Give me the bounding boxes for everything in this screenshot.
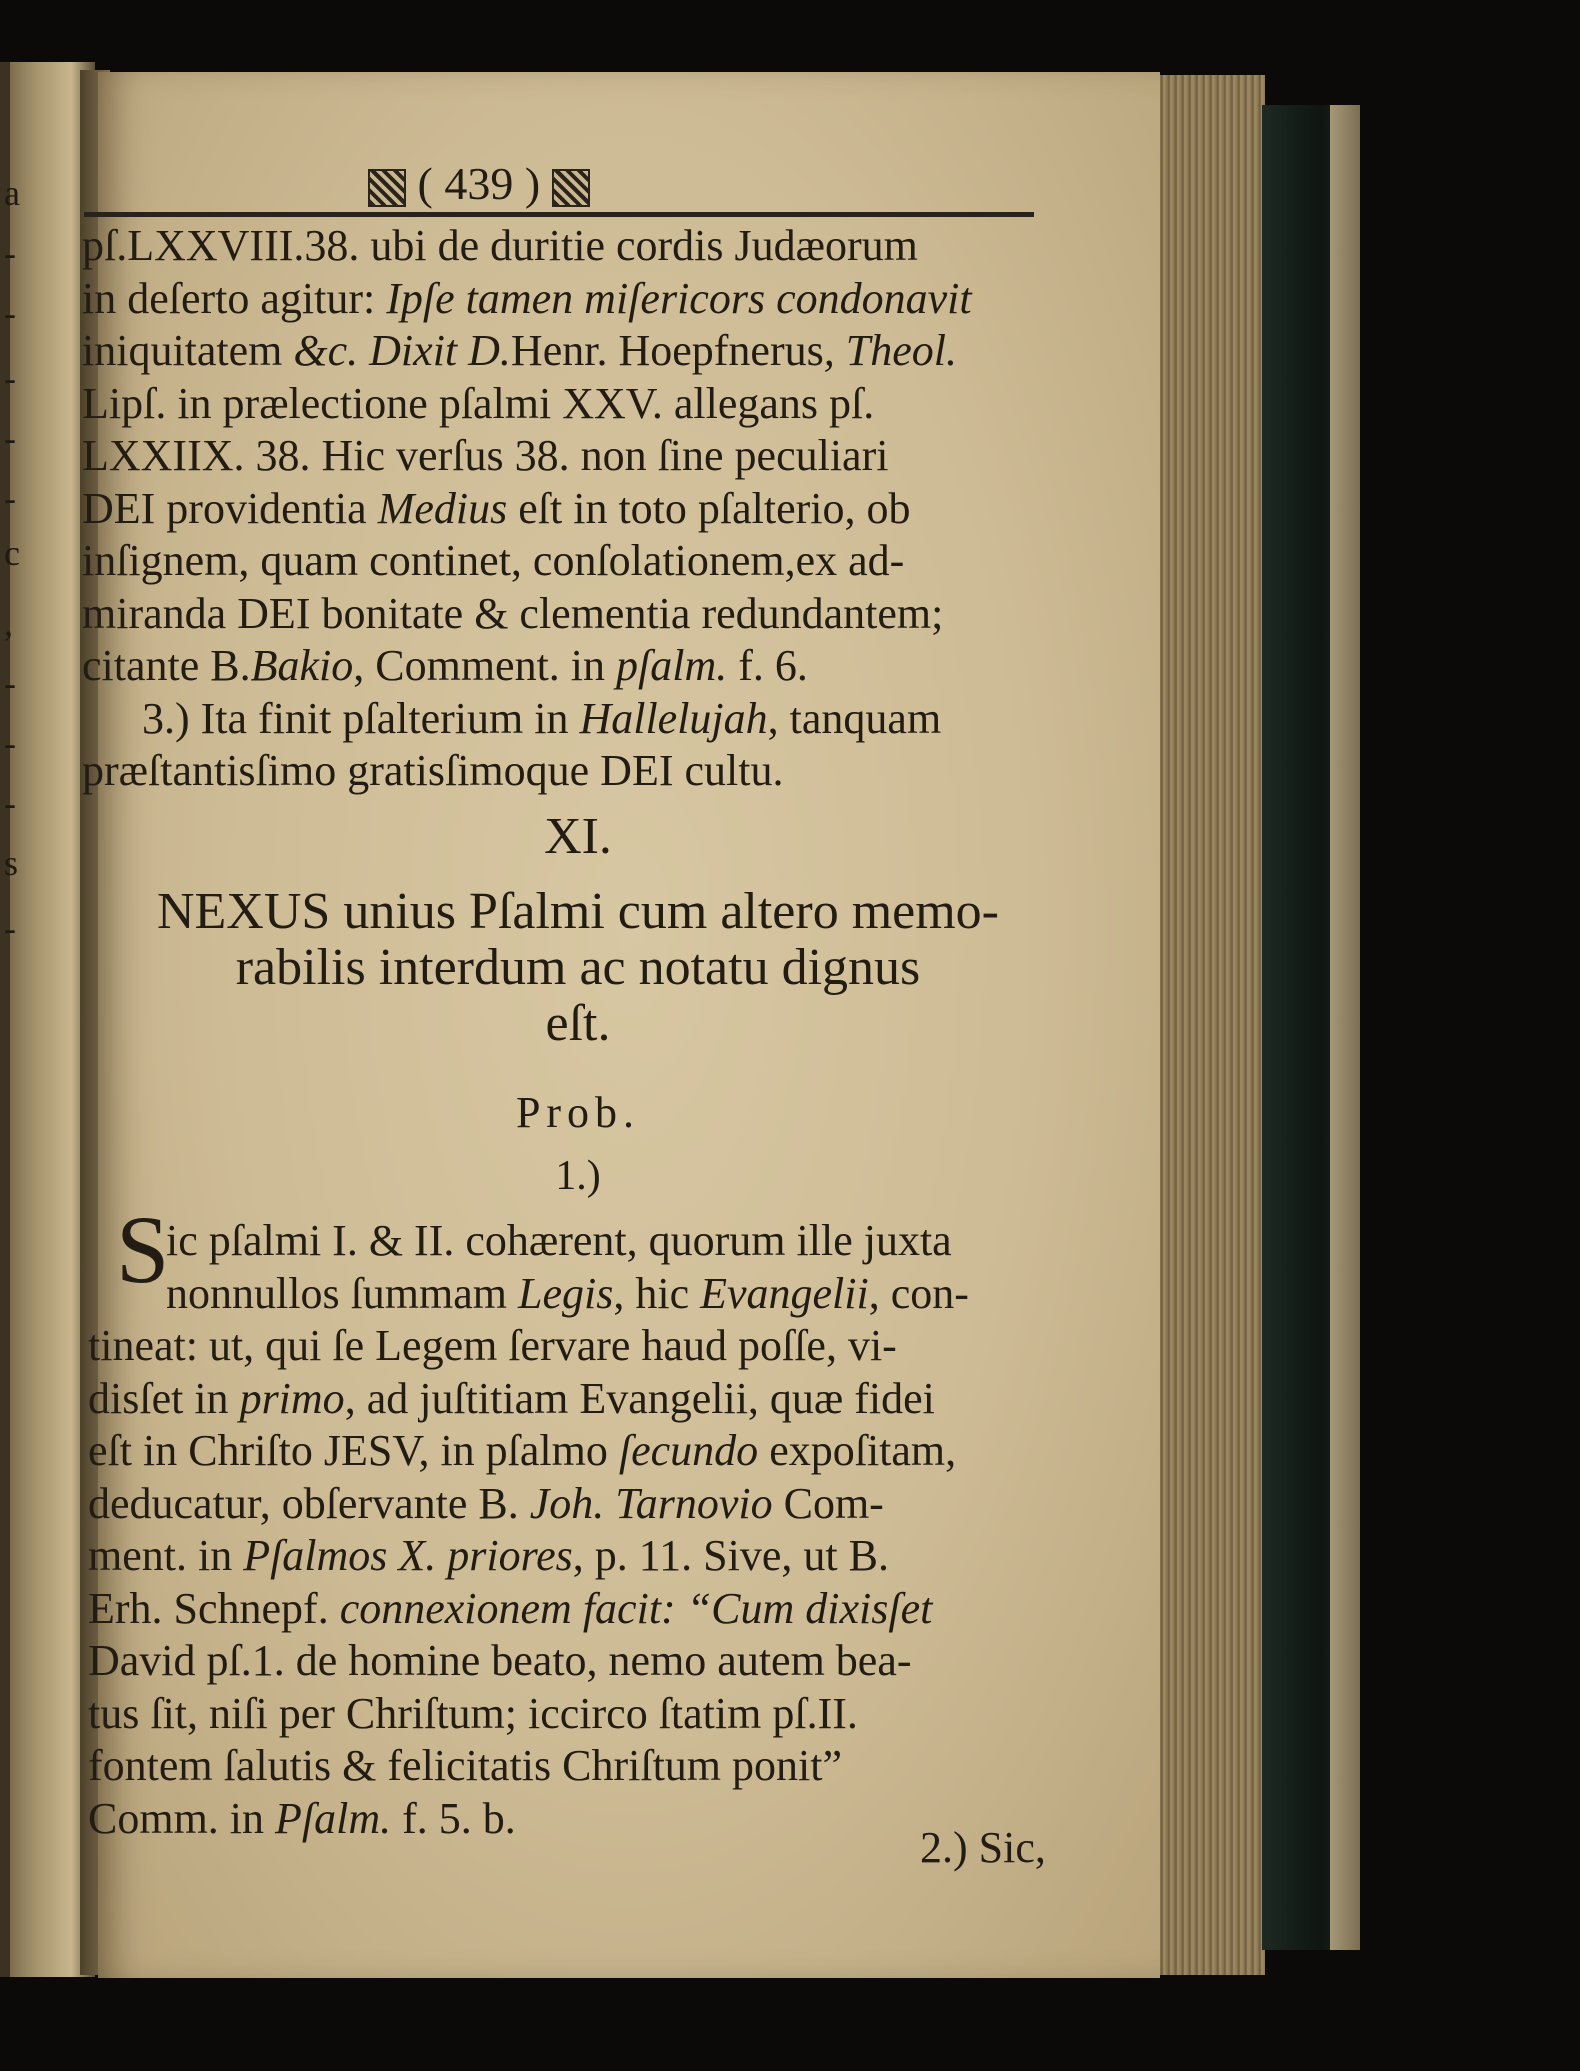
header-rule [84, 212, 1034, 217]
body-line [82, 222, 918, 270]
ornament-left-icon [368, 169, 406, 207]
book-cover-edge [1330, 105, 1360, 1950]
text-run: Henr. Hoepfnerus [510, 326, 824, 375]
text-run: Erh. Schnepf. [88, 1583, 329, 1633]
section-title-line-2: rabilis interdum ac notatu dignus [235, 939, 921, 996]
text-run: f. 5. b. [391, 1793, 516, 1843]
body-line [82, 537, 904, 585]
text-run: expoſitam, [758, 1426, 957, 1475]
text-run: præſtantisſimo gratisſimoque DEI cultu. [82, 746, 784, 795]
paragraph-line [88, 1322, 897, 1370]
text-run: , tanquam [767, 693, 942, 743]
body-line [82, 275, 972, 323]
left-page-edge [0, 62, 10, 1977]
body-line [82, 642, 808, 690]
text-run: inſignem, quam continet, conſolationem,ex ad- [82, 536, 905, 585]
italic-text: connexionem facit: “Cum dixisſet [328, 1583, 933, 1633]
text-run: ment. in [88, 1531, 244, 1580]
paragraph-line [88, 1795, 516, 1843]
sub-number: 1.) [555, 1153, 601, 1199]
text-run: f. 6. [727, 641, 808, 690]
italic-text: Legis [518, 1268, 614, 1318]
left-page-fragment: - [4, 418, 16, 458]
text-run: LXXIIX. 38. Hic verſus 38. non ſine peculiari [82, 431, 889, 480]
section-title-line-1: NEXUS unius Pſalmi cum altero memo- [156, 883, 999, 940]
text-run: miranda DEI bonitate & clementia redundantem; [82, 588, 944, 638]
ornament-right-icon [552, 169, 590, 207]
body-line [82, 432, 888, 480]
page-edges [1150, 75, 1265, 1975]
text-run: iniquitatem [82, 326, 283, 375]
text-run: , Comment. in [353, 641, 617, 690]
drop-cap: S [116, 1196, 170, 1303]
text-run: tus ſit, niſi per Chriſtum; iccirco ſtatim pſ.II. [88, 1688, 858, 1738]
italic-text: pſalm. [616, 641, 728, 690]
text-run: ic pſalmi I. & II. cohærent, quorum ille juxta [166, 1216, 952, 1265]
paragraph-line [88, 1480, 884, 1528]
left-page-fragment: s [4, 843, 19, 883]
paragraph-line [88, 1532, 889, 1580]
italic-text: Evangelii [700, 1268, 869, 1318]
text-run: DEI providentia [82, 483, 378, 533]
body-line [82, 485, 911, 533]
left-page-fragment: - [4, 233, 16, 273]
prob-heading: Prob. [515, 1088, 641, 1137]
paragraph-line [166, 1217, 952, 1265]
body-line [82, 380, 874, 428]
paragraph-line [88, 1427, 956, 1475]
italic-text: Ipſe tamen miſericors condonavit [386, 273, 972, 323]
left-page-fragment: a [4, 173, 20, 213]
right-page [82, 72, 1160, 1978]
left-page-fragment: c [4, 533, 20, 573]
italic-text: , Theol. [823, 326, 957, 375]
catchword: 2.) Sic, [920, 1823, 1046, 1872]
section-number: XI. [544, 808, 612, 865]
text-run: disſet in [88, 1373, 240, 1423]
italic-text: Bakio [250, 641, 354, 690]
body-line [82, 590, 943, 638]
paragraph-line [88, 1742, 842, 1790]
left-page-fragment: - [4, 478, 16, 518]
paragraph-line [166, 1270, 969, 1318]
text-run: deducatur, obſervante B. [88, 1478, 530, 1528]
text-run: Com- [772, 1478, 884, 1528]
paragraph-line [88, 1637, 912, 1685]
text-run: David pſ.1. de homine beato, nemo autem bea- [88, 1636, 912, 1685]
text-run: , hic [613, 1268, 701, 1318]
left-page-fragment: - [4, 723, 16, 763]
text-run: Comm. in [88, 1793, 276, 1843]
italic-text: Hallelujah [579, 693, 768, 743]
section-title-line-3: eſt. [545, 995, 611, 1052]
text-run: pſ.LXXVIII.38. ubi de duritie cordis Judæorum [82, 221, 918, 270]
italic-text: primo [239, 1373, 345, 1423]
paragraph-line [88, 1690, 858, 1738]
text-run: , p. 11. Sive, ut B. [572, 1531, 889, 1580]
paragraph-line [88, 1585, 932, 1633]
text-run: in deſerto agitur: [82, 273, 387, 323]
text-run: 3.) Ita finit pſalterium in [142, 693, 580, 743]
body-line [82, 327, 957, 375]
text-run: citante B. [82, 641, 251, 690]
italic-text: Pſalm. [275, 1793, 392, 1843]
italic-text: Medius [377, 483, 508, 533]
italic-text: ſecundo [618, 1426, 759, 1475]
text-run: tineat: ut, qui ſe Legem ſervare haud poſſe, vi- [88, 1321, 897, 1370]
left-page-fragment: - [4, 663, 16, 703]
left-page-fragment: - [4, 783, 16, 823]
paragraph-line [88, 1375, 935, 1423]
italic-text: &c. Dixit D. [282, 326, 511, 375]
text-run: nonnullos ſummam [166, 1268, 518, 1318]
italic-text: Joh. Tarnovio [529, 1478, 773, 1528]
left-page-fragment: - [4, 293, 16, 333]
italic-text: Pſalmos X. priores [243, 1531, 573, 1580]
text-run: , ad juſtitiam Evangelii, quæ fidei [344, 1373, 935, 1423]
page-header [368, 157, 590, 210]
text-run: eſt in toto pſalterio, ob [507, 483, 911, 533]
text-run: , con- [868, 1268, 969, 1318]
page-number: ( 439 ) [417, 158, 541, 209]
left-page-fragment: - [4, 908, 16, 948]
text-run: Lipſ. in prælectione pſalmi XXV. allegans pſ. [82, 378, 875, 428]
body-line [142, 695, 941, 743]
left-page-fragment: - [4, 358, 16, 398]
text-run: eſt in Chriſto JESV, in pſalmo [88, 1426, 619, 1475]
left-page-fragment: , [4, 603, 13, 643]
body-line [82, 747, 783, 795]
text-run: fontem ſalutis & felicitatis Chriſtum ponit” [88, 1741, 842, 1790]
